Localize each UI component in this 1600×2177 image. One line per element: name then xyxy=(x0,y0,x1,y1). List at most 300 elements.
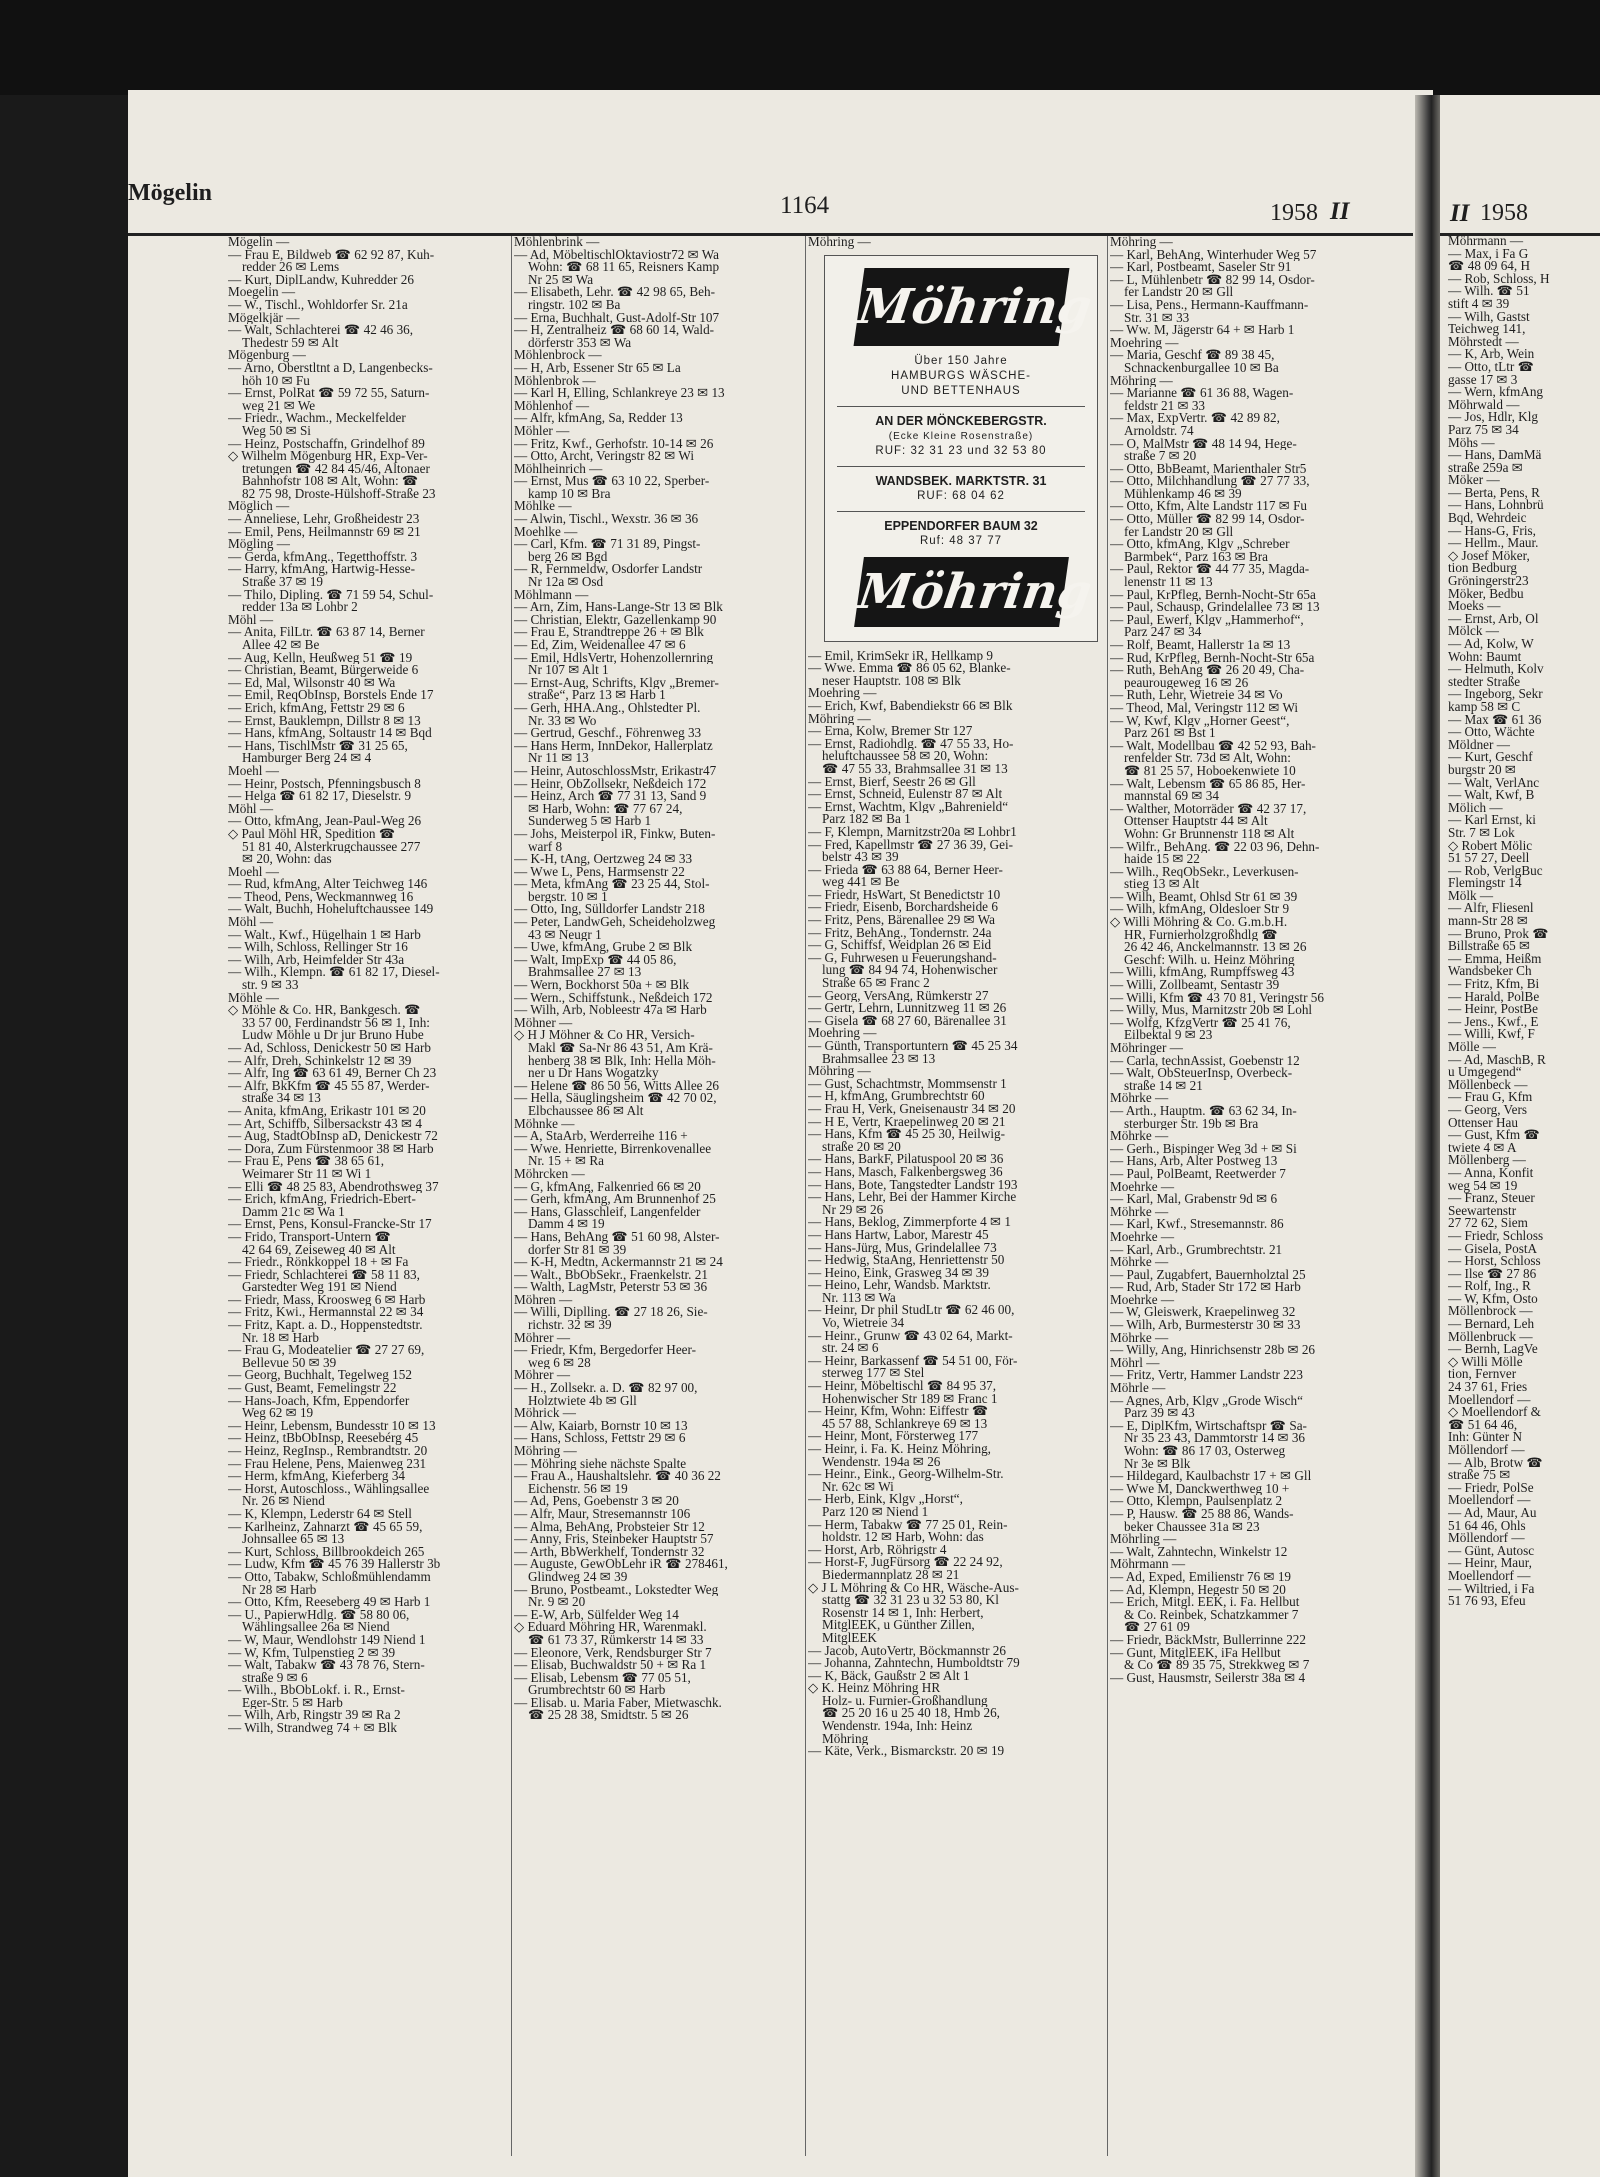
directory-entry: — Ernst, Wachtm, Klgv „Bahrenield“ xyxy=(808,800,1009,814)
directory-entry: — Peter, LandwGeh, Scheideholzweg xyxy=(514,916,716,929)
surname-heading: Moegelin — xyxy=(228,286,296,299)
directory-column-1 xyxy=(228,236,511,2156)
directory-entry: Brahmsallee 23 ✉ 13 xyxy=(822,1052,936,1066)
directory-entry: weg 54 ✉ 19 xyxy=(1448,1177,1518,1193)
surname-heading: Möllenbrock — xyxy=(1448,1303,1533,1319)
directory-entry: — Walt, Tabakw ☎ 43 78 76, Stern- xyxy=(228,1659,425,1672)
directory-entry: — Emil, KrimSekr iR, Hellkamp 9 xyxy=(808,649,993,663)
directory-entry: — Fritz, Vertr, Hammer Landstr 223 xyxy=(1110,1369,1303,1383)
directory-entry: Wohn: Baumt xyxy=(1448,648,1522,664)
directory-entry: — Paul, KrPfleg, Bernh-Nocht-Str 65a xyxy=(1110,588,1316,602)
directory-entry: — Hans, BehAng ☎ 51 60 98, Alster- xyxy=(514,1230,720,1244)
directory-entry: — Otto, Kfm, Alte Landstr 117 ✉ Fu xyxy=(1110,500,1308,514)
directory-entry: — Wilh, kfmAng, Oldesloer Str 9 xyxy=(1110,903,1290,917)
directory-entry: 26 42 46, Anckelmannstr. 13 ✉ 26 xyxy=(1124,941,1307,954)
directory-entry: — Hedwig, StaAng, Henriettenstr 50 xyxy=(808,1254,1005,1267)
directory-entry: belstr 43 ✉ 39 xyxy=(822,851,899,864)
directory-entry: — Theod, Pens, Weckmannweg 16 xyxy=(228,890,414,904)
directory-entry: haide 15 ✉ 22 xyxy=(1124,853,1200,866)
directory-entry: — Alfr, BkKfm ☎ 45 55 87, Werder- xyxy=(228,1079,430,1093)
directory-entry: — Heinz, Arch ☎ 77 31 13, Sand 9 xyxy=(514,790,707,803)
directory-entry: Allee 42 ✉ Be xyxy=(242,639,320,652)
directory-entry: — Walt, ImpExp ☎ 44 05 86, xyxy=(514,953,677,967)
directory-entry: — Ernst, Pens, Konsul-Francke-Str 17 xyxy=(228,1218,432,1231)
directory-entry: — Friedr, Schlachterei ☎ 58 11 83, xyxy=(228,1268,420,1282)
directory-entry: — Gerh, kfmAng, Am Brunnenhof 25 xyxy=(514,1193,716,1206)
directory-entry: richstr. 32 ✉ 39 xyxy=(528,1319,612,1332)
directory-entry: — W, Kwf, Klgv „Horner Geest“, xyxy=(1110,714,1290,728)
directory-entry: 82 75 98, Droste-Hülshoff-Straße 23 xyxy=(242,487,436,501)
directory-entry: — Willi, Kfm ☎ 43 70 81, Veringstr 56 xyxy=(1110,991,1324,1005)
directory-entry: — Hans, kfmAng, Soltaustr 14 ✉ Bqd xyxy=(228,727,432,740)
directory-entry: — Hellm., Maur. xyxy=(1448,535,1539,551)
directory-entry: Garstedter Weg 191 ✉ Niend xyxy=(242,1281,397,1294)
directory-entry: — Fritz, Kfm, Bi xyxy=(1448,976,1540,992)
surname-heading: Möhrmann — xyxy=(1110,1558,1186,1571)
directory-entry: henberg 38 ✉ Blk, Inh: Hella Möh- xyxy=(528,1054,716,1068)
directory-entry: — Maria, Geschf ☎ 89 38 45, xyxy=(1110,349,1275,362)
directory-entry: — Ludw, Kfm ☎ 45 76 39 Hallerstr 3b xyxy=(228,1558,441,1571)
directory-entry: — Möhring siehe nächste Spalte xyxy=(514,1457,687,1471)
directory-entry: — Georg, Buchhalt, Tegelweg 152 xyxy=(228,1369,412,1383)
directory-entry: — Walt., BbObSekr., Fraenkelstr. 21 xyxy=(514,1268,708,1282)
directory-entry: — Gertr, Lehrn, Lunnitzweg 11 ✉ 26 xyxy=(808,1002,1007,1015)
directory-entry: — Fred, Kapellmstr ☎ 27 36 39, Gei- xyxy=(808,838,1014,852)
surname-heading: Moehring — xyxy=(1110,336,1179,350)
directory-entry: Damm 4 ✉ 19 xyxy=(528,1218,605,1231)
directory-entry: — Frau E, Pens ☎ 38 65 61, xyxy=(228,1155,384,1168)
directory-entry: Straße 65 ✉ Franc 2 xyxy=(822,977,930,990)
ad-address-3: EPPENDORFER BAUM 32 xyxy=(884,518,1038,533)
directory-entry: — Wilfr., BehAng. ☎ 22 03 96, Dehn- xyxy=(1110,840,1320,854)
directory-entry: berg 26 ✉ Bgd xyxy=(528,550,608,564)
surname-heading: Moellendorf — xyxy=(1448,1391,1531,1407)
directory-entry: — Franz, Steuer xyxy=(1448,1190,1535,1206)
directory-entry: Inh: Günter N xyxy=(1448,1429,1522,1445)
directory-entry: — Ad, Maur, Au xyxy=(1448,1504,1537,1520)
directory-entry: — Carl, Kfm. ☎ 71 31 89, Pingst- xyxy=(514,538,701,551)
surname-heading: Möglich — xyxy=(228,500,290,514)
directory-entry: — Wolfg, KfzgVertr ☎ 25 41 76, xyxy=(1110,1016,1291,1030)
directory-entry: — Erna, Kolw, Bremer Str 127 xyxy=(808,725,973,738)
directory-entry: — Otto, Ing, Sülldorfer Landstr 218 xyxy=(514,903,705,917)
directory-entry: — L, Mühlenbetr ☎ 82 99 14, Osdor- xyxy=(1110,273,1315,287)
directory-entry: — Ernst, Radiohdlg. ☎ 47 55 33, Ho- xyxy=(808,737,1014,751)
directory-entry: — W, Maur, Wendlohstr 149 Niend 1 xyxy=(228,1633,426,1647)
surname-heading: Möhring — xyxy=(808,236,871,249)
directory-entry: — Aug, StadtObInsp aD, Denickestr 72 xyxy=(228,1130,438,1143)
ad-address-1: AN DER MÖNCKEBERGSTR. xyxy=(875,413,1047,428)
directory-entry: — Kurt, Schloss, Billbrookdeich 265 xyxy=(228,1545,425,1559)
directory-entry: — Karl, BehAng, Winterhuder Weg 57 xyxy=(1110,248,1317,262)
surname-heading: Möhrcken — xyxy=(514,1167,585,1181)
directory-entry: Nr 35 23 43, Dammtorstr 14 ✉ 36 xyxy=(1124,1432,1306,1445)
surname-heading: Moehl — xyxy=(228,865,279,879)
directory-entry: — E-W, Arb, Sülfelder Weg 14 xyxy=(514,1608,679,1622)
directory-entry: str. 9 ✉ 33 xyxy=(242,979,299,992)
directory-entry: Nr 25 ✉ Wa xyxy=(528,273,594,287)
directory-entry: — Paul, Ewerf, Klgv „Hammerhof“, xyxy=(1110,613,1304,627)
directory-entry: — Heinr, Barkassenf ☎ 54 51 00, För- xyxy=(808,1354,1018,1368)
directory-entry: — Heinr, AutoschlossMstr, Erikastr47 xyxy=(514,764,717,778)
directory-entry: — Käte, Verk., Bismarckstr. 20 ✉ 19 xyxy=(808,1745,1005,1758)
directory-entry: redder 26 ✉ Lems xyxy=(242,261,340,274)
surname-heading: Möllendorf — xyxy=(1448,1530,1525,1546)
directory-entry: Grumbrechtstr 60 ✉ Harb xyxy=(528,1684,666,1697)
directory-entry: — Wiltried, i Fa xyxy=(1448,1580,1535,1596)
directory-entry: — Erich, Kwf, Babendiekstr 66 ✉ Blk xyxy=(808,699,1013,713)
directory-entry: — Alfr, Ing ☎ 63 61 49, Berner Ch 23 xyxy=(228,1067,437,1080)
surname-heading: Moehrke — xyxy=(1110,1293,1175,1307)
directory-entry: Holz- u. Furnier-Großhandlung xyxy=(822,1694,988,1708)
directory-entry: — Bernh, LagVe xyxy=(1448,1341,1538,1357)
directory-entry: — Friedr, Eisenb, Borchardsheide 6 xyxy=(808,901,998,915)
directory-entry: — Alb, Brotw ☎ xyxy=(1448,1454,1543,1470)
surname-heading: Mögelkjär — xyxy=(228,311,300,325)
directory-entry: — Willi, Zollbeamt, Sentastr 39 xyxy=(1110,979,1280,992)
directory-entry: — Georg, Vers xyxy=(1448,1101,1527,1117)
directory-entry: — Wilh, Gastst xyxy=(1448,308,1530,324)
directory-entry: — Wilh, Arb, Heimfelder Str 43a xyxy=(228,953,405,967)
directory-entry: — Erna, Buchhalt, Gust-Adolf-Str 107 xyxy=(514,311,720,325)
directory-entry: Nr 29 ✉ 26 xyxy=(822,1203,884,1217)
surname-heading: Moeks — xyxy=(1448,598,1501,614)
directory-entry: — Horst, Arb, Röhrigstr 4 xyxy=(808,1543,947,1557)
directory-entry: — Hans, Beklog, Zimmerpforte 4 ✉ 1 xyxy=(808,1216,1011,1229)
directory-entry: Eilbektal 9 ✉ 23 xyxy=(1124,1029,1213,1042)
directory-entry: — Walt., Kwf., Hügelhain 1 ✉ Harb xyxy=(228,928,421,942)
ad-tagline-3: UND BETTENHAUS xyxy=(901,384,1021,397)
surname-heading: Möhringer — xyxy=(1110,1042,1183,1055)
directory-entry: gasse 17 ✉ 3 xyxy=(1448,371,1518,387)
directory-entry: — Theod, Mal, Veringstr 112 ✉ Wi xyxy=(1110,701,1299,715)
directory-entry: Parz 75 ✉ 34 xyxy=(1448,421,1519,437)
directory-entry: Barmbek“, Parz 163 ✉ Bra xyxy=(1124,550,1268,564)
directory-entry: — Hans-Joach, Kfm, Eppendorfer xyxy=(228,1394,410,1408)
directory-entry: stattg ☎ 32 31 23 u 32 53 80, Kl xyxy=(822,1594,999,1607)
directory-entry: Thedestr 59 ✉ Alt xyxy=(242,336,339,350)
directory-entry: — Wwe. Emma ☎ 86 05 62, Blanke- xyxy=(808,662,1011,675)
directory-entry: redder 13a ✉ Lohbr 2 xyxy=(242,601,358,614)
directory-entry: — Paul, Zugabfert, Bauernholztal 25 xyxy=(1110,1268,1306,1282)
directory-entry: 51 57 27, Deell xyxy=(1448,850,1530,866)
directory-entry: Teichweg 141, xyxy=(1448,321,1526,337)
directory-column-2 xyxy=(514,236,803,2156)
ad-address-3-phone: Ruf: 48 37 77 xyxy=(919,534,1003,547)
directory-entry: — Günth, Transportuntern ☎ 45 25 34 xyxy=(808,1040,1018,1053)
directory-entry: Nr. 26 ✉ Niend xyxy=(242,1495,325,1508)
ad-address-2-phone: RUF: 68 04 62 xyxy=(917,489,1005,502)
surname-heading: Möhlenbrock — xyxy=(514,349,602,362)
directory-entry: — Otto, Kfm, Reeseberg 49 ✉ Harb 1 xyxy=(228,1596,431,1609)
directory-entry: — Hildegard, Kaulbachstr 17 + ✉ Gll xyxy=(1110,1470,1312,1483)
directory-entry: — Heinr, Mont, Försterweg 177 xyxy=(808,1430,979,1443)
directory-entry: — Fritz, Kapt. a. D., Hoppenstedtstr. xyxy=(228,1319,423,1332)
directory-entry: ◇ Josef Möker, xyxy=(1448,547,1530,563)
directory-entry: — Arno, Oberstltnt a D, Langenbecks- xyxy=(228,361,433,375)
directory-entry: kamp 10 ✉ Bra xyxy=(528,487,611,501)
directory-entry: — Hella, Säuglingsheim ☎ 42 70 02, xyxy=(514,1092,717,1105)
surname-heading: Möhrmann — xyxy=(1448,235,1524,248)
directory-entry: Weimarer Str 11 ✉ Wi 1 xyxy=(242,1167,372,1181)
directory-entry: neser Hauptstr. 108 ✉ Blk xyxy=(822,674,961,688)
directory-entry: — Helga ☎ 61 82 17, Dieselstr. 9 xyxy=(228,790,412,803)
directory-entry: Brahmsallee 27 ✉ 13 xyxy=(528,966,642,980)
surname-heading: Möhren — xyxy=(514,1293,573,1307)
directory-entry: — Walth, LagMstr, Peterstr 53 ✉ 36 xyxy=(514,1281,708,1294)
directory-entry: Wohn: Gr Brunnenstr 118 ✉ Alt xyxy=(1124,827,1295,841)
directory-entry: ☎ 25 28 38, Smidtstr. 5 ✉ 26 xyxy=(528,1709,689,1723)
directory-entry: ✉ 20, Wohn: das xyxy=(242,853,332,866)
directory-entry: ◇ Moellendorf & xyxy=(1448,1404,1541,1420)
directory-entry: — R, Fernmeldw, Osdorfer Landstr xyxy=(514,563,703,577)
directory-entry: — W, Kfm, Tulpenstieg 2 ✉ 39 xyxy=(228,1646,396,1660)
directory-entry: — Otto, tLtr ☎ xyxy=(1448,358,1535,374)
directory-entry: ◇ Möhle & Co. HR, Bankgesch. ☎ xyxy=(228,1004,421,1017)
directory-entry: ◇ J L Möhring & Co HR, Wäsche-Aus- xyxy=(808,1581,1019,1595)
directory-entry: — Rolf, Ing., R xyxy=(1448,1278,1531,1294)
surname-heading: Möhrke — xyxy=(1110,1331,1169,1345)
directory-entry: — Eleonore, Verk, Rendsburger Str 7 xyxy=(514,1646,712,1660)
directory-entry: — Frido, Transport-Untern ☎ xyxy=(228,1230,391,1244)
directory-entry: Ottenser Hau xyxy=(1448,1114,1518,1130)
surname-heading: Möllenbruck — xyxy=(1448,1328,1533,1344)
directory-entry: — Aug, Kelln, Heußweg 51 ☎ 19 xyxy=(228,651,413,665)
directory-entry: 51 64 46, Ohls xyxy=(1448,1517,1526,1533)
directory-entry: ☎ 48 09 64, H xyxy=(1448,258,1530,274)
directory-entry: Geschf: Wilh. u. Heinz Möhring xyxy=(1124,953,1295,967)
facing-page-column xyxy=(1448,235,1600,2155)
directory-entry: ☎ 61 73 37, Rümkerstr 14 ✉ 33 xyxy=(528,1633,704,1647)
ad-address-1-note: (Ecke Kleine Rosenstraße) xyxy=(888,430,1034,442)
surname-heading: Möhrstedt — xyxy=(1448,333,1519,349)
directory-entry: — Ernst, Mus ☎ 63 10 22, Sperber- xyxy=(514,475,710,488)
directory-entry: Str. 7 ✉ Lok xyxy=(1448,824,1515,840)
directory-entry: — P, Hausw. ☎ 25 88 86, Wands- xyxy=(1110,1507,1294,1521)
directory-entry: — Karl Ernst, ki xyxy=(1448,812,1536,828)
directory-entry: 51 76 93, Efeu xyxy=(1448,1593,1526,1609)
directory-entry: Parz 247 ✉ 34 xyxy=(1124,626,1202,639)
directory-entry: — Karl, Postbeamt, Saseler Str 91 xyxy=(1110,261,1292,274)
directory-entry: — Horst-F, JugFürsorg ☎ 22 24 92, xyxy=(808,1556,1003,1569)
directory-entry: — Heinr, Maur, xyxy=(1448,1555,1532,1571)
directory-entry: — Gust, Hausmstr, Seilerstr 38a ✉ 4 xyxy=(1110,1671,1306,1685)
directory-entry: — K-H, Medtn, Ackermannstr 21 ✉ 24 xyxy=(514,1256,723,1269)
directory-entry: — Wilh, Beamt, Ohlsd Str 61 ✉ 39 xyxy=(1110,890,1298,904)
directory-entry: — Carla, technAssist, Goebenstr 12 xyxy=(1110,1054,1300,1068)
directory-entry: lung ☎ 84 94 74, Hohenwischer xyxy=(822,964,998,978)
directory-entry: ◇ Paul Möhl HR, Spedition ☎ xyxy=(228,827,396,841)
surname-heading: Möllenbeck — xyxy=(1448,1076,1528,1092)
surname-heading: Mölle — xyxy=(1448,1039,1496,1054)
directory-entry: — Fritz, BehAng., Tondernstr. 24a xyxy=(808,926,992,940)
directory-entry: — Heinr, Lebensm, Bundesstr 10 ✉ 13 xyxy=(228,1419,436,1433)
directory-entry: — Otto, Archt, Veringstr 82 ✉ Wi xyxy=(514,450,694,463)
directory-entry: — Hans-G, Fris, xyxy=(1448,522,1536,538)
directory-entry: — Otto, Klempn, Paulsenplatz 2 xyxy=(1110,1495,1283,1508)
scan-border xyxy=(0,0,1600,95)
directory-entry: kamp 58 ✉ C xyxy=(1448,698,1521,714)
surname-heading: Möhring — xyxy=(808,1065,871,1078)
surname-heading: Möhner — xyxy=(514,1016,573,1030)
directory-entry: — Frau E, Strandtreppe 26 + ✉ Blk xyxy=(514,626,704,639)
directory-entry: — Walt, Modellbau ☎ 42 52 93, Bah- xyxy=(1110,739,1316,753)
directory-entry: & Co. Reinbek, Schatzkammer 7 xyxy=(1124,1608,1299,1622)
directory-entry: Nr 28 ✉ Harb xyxy=(242,1583,317,1597)
surname-heading: Möhring — xyxy=(514,1445,577,1458)
directory-entry: — Günt, Autosc xyxy=(1448,1542,1535,1558)
directory-entry: — Horst, Autoschloss., Wählingsallee xyxy=(228,1482,430,1496)
surname-heading: Möhle — xyxy=(228,991,279,1005)
directory-entry: — Alma, BehAng, Probsteier Str 12 xyxy=(514,1520,705,1534)
surname-heading: Möhl — xyxy=(228,916,274,929)
directory-entry: — K, Klempn, Lederstr 64 ✉ Stell xyxy=(228,1507,412,1521)
surname-heading: Moellendorf — xyxy=(1448,1567,1531,1583)
directory-entry: — Christian, Beamt, Bürgerweide 6 xyxy=(228,664,419,677)
directory-entry: — Heinz, tBbObInsp, Reesebérg 45 xyxy=(228,1432,419,1445)
surname-heading: Moellendorf — xyxy=(1448,1492,1531,1508)
directory-entry: Hohenwischer Str 189 ✉ Franc 1 xyxy=(822,1392,998,1406)
directory-entry: — Arth., Hauptm. ☎ 63 62 34, In- xyxy=(1110,1104,1297,1118)
surname-heading: Möhnke — xyxy=(514,1117,575,1131)
directory-entry: MitglEEK xyxy=(822,1631,877,1645)
directory-entry: — Anny, Fris, Steinbeker Hauptstr 57 xyxy=(514,1533,714,1546)
directory-entry: — Heinr, ObZollsekr, Neßdeich 172 xyxy=(514,777,707,791)
directory-entry: straße“, Parz 13 ✉ Harb 1 xyxy=(528,689,666,702)
directory-entry: — W, Kfm, Osto xyxy=(1448,1290,1538,1306)
directory-entry: ◇ Eduard Möhring HR, Warenmakl. xyxy=(514,1621,707,1634)
directory-entry: — Ilse ☎ 27 86 xyxy=(1448,1265,1537,1281)
surname-heading: Moehlke — xyxy=(514,525,578,539)
directory-entry: — Friedr, BäckMstr, Bullerrinne 222 xyxy=(1110,1633,1306,1647)
directory-entry: — Max, ExpVertr. ☎ 42 89 82, xyxy=(1110,412,1280,425)
directory-entry: — Hans, Bote, Tangstedter Landstr 193 xyxy=(808,1178,1018,1192)
surname-heading: Möhrer — xyxy=(514,1331,571,1345)
directory-entry: ☎ 51 64 46, xyxy=(1448,1416,1518,1432)
surname-heading: Möllenberg — xyxy=(1448,1152,1526,1168)
ad-address-1-phone: RUF: 32 31 23 und 32 53 80 xyxy=(875,444,1047,457)
directory-entry: — Gisela, PostA xyxy=(1448,1240,1538,1256)
directory-entry: Weg 50 ✉ Si xyxy=(242,424,311,438)
directory-entry: — Wilh., Klempn. ☎ 61 82 17, Diesel- xyxy=(228,966,440,980)
directory-entry: — Ad, Exped, Emilienstr 76 ✉ 19 xyxy=(1110,1570,1292,1584)
directory-entry: ◇ Willi Mölle xyxy=(1448,1353,1523,1369)
directory-entry: — Johs, Meisterpol iR, Finkw, Buten- xyxy=(514,827,716,841)
directory-entry: — Elisab. u. Maria Faber, Mietwaschk. xyxy=(514,1696,722,1710)
directory-entry: — Friedr, HsWart, St Benedictstr 10 xyxy=(808,888,1001,902)
directory-entry: — Erich, Mitgl. EEK, i. Fa. Hellbut xyxy=(1110,1596,1300,1609)
directory-column-3 xyxy=(808,236,1106,2156)
directory-entry: ✉ Harb, Wohn: ☎ 77 67 24, xyxy=(528,802,683,816)
directory-entry: — Wern, Bockhorst 50a + ✉ Blk xyxy=(514,979,690,992)
directory-entry: — H, Arb, Essener Str 65 ✉ La xyxy=(514,361,681,375)
directory-entry: Parz 39 ✉ 43 xyxy=(1124,1407,1195,1420)
directory-entry: — U., PapierwHdlg. ☎ 58 80 06, xyxy=(228,1608,410,1622)
ad-tagline-1: Über 150 Jahre xyxy=(914,354,1008,367)
directory-entry: — Wilh, Arb, Ringstr 39 ✉ Ra 2 xyxy=(228,1709,401,1723)
directory-entry: — Gerh., Bispinger Weg 3d + ✉ Si xyxy=(1110,1142,1297,1156)
surname-heading: Möhlke — xyxy=(514,500,572,514)
directory-entry: — H, Zentralheiz ☎ 68 60 14, Wald- xyxy=(514,324,715,337)
directory-entry: — Gunt, MitglEEK, iFa Hellbut xyxy=(1110,1646,1281,1660)
directory-entry: & Co ☎ 89 35 75, Strekkweg ✉ 7 xyxy=(1124,1659,1310,1672)
directory-entry: — K-H, tAng, Oertzweg 24 ✉ 33 xyxy=(514,853,693,866)
directory-entry: — Alfr, Dreh, Schinkelstr 12 ✉ 39 xyxy=(228,1054,412,1068)
directory-entry: — Ernst, Bierf, Seestr 26 ✉ Gll xyxy=(808,775,976,789)
surname-heading: Mölk — xyxy=(1448,887,1494,903)
directory-entry: — Bruno, Postbeamt., Lokstedter Weg xyxy=(514,1583,719,1597)
page-number: 1164 xyxy=(780,192,830,219)
directory-entry: — Willy, Mus, Marnitzstr 20b ✉ Lohl xyxy=(1110,1004,1313,1017)
directory-entry: str. 24 ✉ 6 xyxy=(822,1342,879,1355)
directory-entry: — Otto, Wächte xyxy=(1448,724,1535,740)
directory-entry: Bellevue 50 ✉ 39 xyxy=(242,1356,337,1370)
directory-entry: — Anneliese, Lehr, Großheidestr 23 xyxy=(228,513,420,526)
directory-entry: — Otto, BbBeamt, Marienthaler Str5 xyxy=(1110,462,1307,476)
directory-entry: — Ruth, BehAng ☎ 26 20 49, Cha- xyxy=(1110,664,1305,677)
directory-entry: — Wilh. ☎ 51 xyxy=(1448,283,1530,299)
directory-entry: — Paul, Rektor ☎ 44 77 35, Magda- xyxy=(1110,563,1310,577)
directory-entry: Makl ☎ Sa-Nr 86 43 51, Am Krä- xyxy=(528,1042,713,1055)
directory-entry: — H., Zollsekr. a. D. ☎ 82 97 00, xyxy=(514,1382,698,1395)
directory-entry: straße 14 ✉ 21 xyxy=(1124,1079,1203,1093)
directory-entry: — Friedr, PolSe xyxy=(1448,1479,1534,1495)
directory-entry: — Heinr, PostBe xyxy=(1448,1001,1538,1017)
directory-entry: burgstr 20 ✉ xyxy=(1448,761,1516,777)
directory-entry: weg 21 ✉ We xyxy=(242,399,316,413)
directory-entry: Vo, Wietreie 34 xyxy=(822,1317,905,1330)
directory-entry: — Frieda ☎ 63 88 64, Berner Heer- xyxy=(808,863,1003,877)
facing-page-year: 1958 xyxy=(1480,200,1528,226)
directory-entry: — Hans, Glasschleif, Langenfelder xyxy=(514,1205,701,1219)
directory-entry: — W, Gleiswerk, Kraepelinweg 32 xyxy=(1110,1306,1296,1320)
surname-heading: Moehring — xyxy=(808,1027,877,1040)
directory-entry: — Meta, kfmAng ☎ 23 25 44, Stol- xyxy=(514,878,710,891)
directory-entry: — Ernst, Bauklempn, Dillstr 8 ✉ 13 xyxy=(228,714,421,728)
directory-entry: — Bernard, Leh xyxy=(1448,1316,1535,1332)
directory-entry: — Rud, Arb, Stader Str 172 ✉ Harb xyxy=(1110,1281,1301,1294)
directory-entry: — Ernst, Arb, Ol xyxy=(1448,610,1539,626)
surname-heading: Möhrwald — xyxy=(1448,396,1520,412)
surname-heading: Möhl — xyxy=(228,802,274,816)
directory-entry: — Anita, kfmAng, Erikastr 101 ✉ 20 xyxy=(228,1104,426,1118)
directory-entry: — Otto, kfmAng, Jean-Paul-Weg 26 xyxy=(228,815,422,828)
surname-heading: Möldner — xyxy=(1448,736,1510,752)
directory-entry: stieg 13 ✉ Alt xyxy=(1124,878,1200,891)
directory-entry: Nr. 9 ✉ 20 xyxy=(528,1596,586,1609)
directory-entry: MitglEEK, u Günther Zillen, xyxy=(822,1619,975,1632)
directory-entry: — Karl, Mal, Grabenstr 9d ✉ 6 xyxy=(1110,1193,1278,1206)
directory-entry: — Bruno, Prok ☎ xyxy=(1448,925,1549,941)
directory-entry: Nr. 33 ✉ Wo xyxy=(528,714,597,728)
directory-entry: — Karl, Arb., Grumbrechtstr. 21 xyxy=(1110,1243,1283,1257)
directory-entry: — H, kfmAng, Grumbrechtstr 60 xyxy=(808,1090,985,1103)
directory-entry: Nr. 113 ✉ Wa xyxy=(822,1291,896,1305)
directory-entry: stedter Straße xyxy=(1448,673,1521,689)
directory-entry: — Alw, Kaiarb, Bornstr 10 ✉ 13 xyxy=(514,1419,688,1433)
directory-entry: — Herm, Tabakw ☎ 77 25 01, Rein- xyxy=(808,1518,1008,1532)
directory-entry: — Heinz, RegInsp., Rembrandtstr. 20 xyxy=(228,1445,428,1458)
surname-heading: Möhring — xyxy=(1110,236,1173,249)
directory-entry: Wählingsallee 26a ✉ Niend xyxy=(242,1621,390,1634)
directory-entry: — Wern, kfmAng xyxy=(1448,384,1544,400)
directory-entry: bergstr. 10 ✉ 1 xyxy=(528,890,608,904)
directory-entry: Parz 182 ✉ Ba 1 xyxy=(822,813,911,826)
directory-entry: — Friedr, Mass, Kroosweg 6 ✉ Harb xyxy=(228,1293,426,1307)
directory-entry: — Georg, VersAng, Rümkerstr 27 xyxy=(808,989,989,1003)
directory-entry: — Wilh, Arb, Nobleestr 47a ✉ Harb xyxy=(514,1004,707,1017)
directory-entry: HR, Furnierholzgroßhdlg ☎ xyxy=(1124,928,1278,942)
